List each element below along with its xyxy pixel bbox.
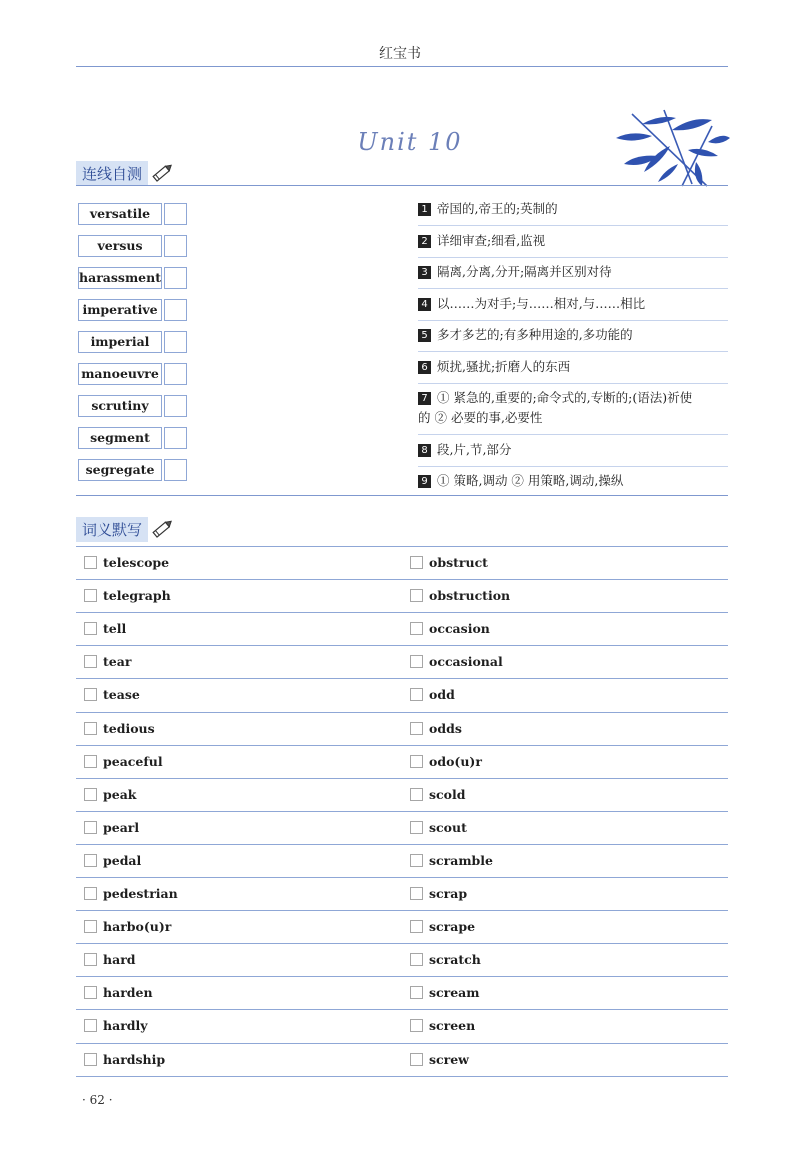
vocab-item — [84, 618, 126, 638]
definition-number: 3 — [418, 266, 431, 279]
definition-text: 帝国的,帝王的;英制的 — [437, 201, 558, 216]
vocab-word: screw — [429, 1051, 469, 1067]
definition-number: 5 — [418, 329, 431, 342]
definition-divider — [418, 320, 728, 321]
vocab-item — [410, 949, 481, 969]
definition-number: 4 — [418, 298, 431, 311]
section-divider — [76, 185, 728, 186]
definition-item — [418, 262, 728, 282]
checkbox[interactable] — [84, 688, 97, 701]
vocab-word: scout — [429, 819, 467, 835]
checkbox[interactable] — [84, 622, 97, 635]
vocab-item — [84, 552, 169, 572]
vocab-word: harden — [103, 984, 153, 1000]
vocab-item — [84, 751, 163, 771]
pencil-icon — [150, 518, 174, 540]
row-divider — [76, 1043, 728, 1044]
vocab-item — [410, 850, 493, 870]
definition-divider — [418, 351, 728, 352]
vocab-item — [410, 552, 488, 572]
answer-box[interactable] — [164, 331, 187, 353]
vocab-word: odo(u)r — [429, 753, 482, 769]
checkbox[interactable] — [84, 722, 97, 735]
row-divider — [76, 745, 728, 746]
vocab-word: scrap — [429, 885, 468, 901]
vocab-item — [84, 651, 131, 671]
section-label-matching — [76, 160, 174, 186]
row-divider — [76, 612, 728, 613]
vocab-word: occasional — [429, 653, 503, 669]
vocab-word: hard — [103, 951, 136, 967]
definition-number: 9 — [418, 475, 431, 488]
matching-word: imperative — [78, 299, 162, 321]
checkbox[interactable] — [410, 589, 423, 602]
definition-text: ① 紧急的,重要的;命令式的,专断的;(语法)祈使 — [437, 390, 693, 405]
definition-item — [418, 325, 728, 345]
checkbox[interactable] — [84, 589, 97, 602]
vocab-word: harbo(u)r — [103, 918, 172, 934]
answer-box[interactable] — [164, 299, 187, 321]
checkbox[interactable] — [84, 556, 97, 569]
checkbox[interactable] — [410, 755, 423, 768]
matching-word: imperial — [78, 331, 162, 353]
vocab-word: odd — [429, 686, 455, 702]
checkbox[interactable] — [84, 887, 97, 900]
definition-item — [418, 294, 728, 314]
checkbox[interactable] — [410, 854, 423, 867]
pencil-icon — [150, 162, 174, 184]
matching-word: segment — [78, 427, 162, 449]
checkbox[interactable] — [84, 920, 97, 933]
definition-item — [418, 388, 728, 428]
checkbox[interactable] — [410, 622, 423, 635]
definition-number: 1 — [418, 203, 431, 216]
bamboo-illustration — [612, 106, 732, 188]
vocab-word: pedal — [103, 852, 142, 868]
definition-divider — [418, 225, 728, 226]
vocab-item — [84, 718, 155, 738]
vocab-word: screen — [429, 1017, 476, 1033]
row-divider — [76, 678, 728, 679]
vocab-item — [84, 949, 136, 969]
answer-box[interactable] — [164, 267, 187, 289]
vocab-item — [410, 585, 510, 605]
answer-box[interactable] — [164, 459, 187, 481]
section-title: 连线自测 — [76, 161, 148, 186]
answer-box[interactable] — [164, 235, 187, 257]
row-divider — [76, 811, 728, 812]
definition-item — [418, 440, 728, 460]
vocab-item — [410, 883, 467, 903]
vocab-word: tedious — [103, 720, 155, 736]
vocab-item — [410, 751, 482, 771]
vocab-item — [84, 585, 171, 605]
definition-text: 隔离,分离,分开;隔离并区别对待 — [437, 264, 612, 279]
answer-box[interactable] — [164, 427, 187, 449]
vocab-word: telescope — [103, 554, 170, 570]
vocab-word: tear — [103, 653, 132, 669]
checkbox[interactable] — [410, 1019, 423, 1032]
matching-word: versatile — [78, 203, 162, 225]
definition-text: 多才多艺的;有多种用途的,多功能的 — [437, 327, 633, 342]
matching-word: harassment — [78, 267, 162, 289]
row-divider — [76, 712, 728, 713]
vocab-item — [410, 916, 475, 936]
vocab-item — [84, 850, 141, 870]
section-label-vocab — [76, 516, 174, 542]
matching-word: manoeuvre — [78, 363, 162, 385]
vocab-word: scrape — [429, 918, 476, 934]
row-divider — [76, 910, 728, 911]
row-divider — [76, 976, 728, 977]
definition-item — [418, 471, 728, 491]
vocab-item — [410, 982, 480, 1002]
vocab-item — [410, 1049, 469, 1069]
vocab-word: pedestrian — [103, 885, 178, 901]
vocab-item — [84, 1049, 165, 1069]
matching-word: scrutiny — [78, 395, 162, 417]
vocab-word: scream — [429, 984, 480, 1000]
answer-box[interactable] — [164, 203, 187, 225]
matching-word: segregate — [78, 459, 162, 481]
vocab-item — [84, 982, 153, 1002]
checkbox[interactable] — [84, 821, 97, 834]
vocab-word: obstruct — [429, 554, 488, 570]
vocab-item — [84, 817, 139, 837]
checkbox[interactable] — [410, 788, 423, 801]
definition-text: 详细审查;细看,监视 — [437, 233, 546, 248]
vocab-word: tease — [103, 686, 140, 702]
vocab-word: tell — [103, 620, 127, 636]
vocab-word: hardship — [103, 1051, 166, 1067]
vocab-word: scold — [429, 786, 466, 802]
vocab-item — [410, 1015, 475, 1035]
row-divider — [76, 645, 728, 646]
row-divider — [76, 844, 728, 845]
vocab-item — [410, 784, 465, 804]
vocab-word: peak — [103, 786, 137, 802]
vocab-item — [84, 1015, 148, 1035]
definition-divider — [418, 383, 728, 384]
section-title: 词义默写 — [76, 517, 148, 542]
vocab-word: scramble — [429, 852, 494, 868]
row-divider — [76, 943, 728, 944]
definition-number: 8 — [418, 444, 431, 457]
definition-divider — [418, 466, 728, 467]
checkbox[interactable] — [410, 821, 423, 834]
definition-text: ① 策略,调动 ② 用策略,调动,操纵 — [437, 473, 624, 488]
unit-title: Unit 10 — [357, 128, 463, 156]
vocab-word: scratch — [429, 951, 481, 967]
definition-text: 段,片,节,部分 — [437, 442, 512, 457]
definition-text-continued: 的 ② 必要的事,必要性 — [418, 410, 543, 425]
checkbox[interactable] — [410, 953, 423, 966]
definition-text: 烦扰,骚扰;折磨人的东西 — [437, 359, 571, 374]
matching-word: versus — [78, 235, 162, 257]
vocab-item — [410, 618, 490, 638]
vocab-word: pearl — [103, 819, 140, 835]
checkbox[interactable] — [410, 556, 423, 569]
row-divider — [76, 877, 728, 878]
definition-number: 7 — [418, 392, 431, 405]
vocab-item — [84, 883, 178, 903]
definition-item — [418, 199, 728, 219]
vocab-item — [84, 684, 140, 704]
row-divider — [76, 1076, 728, 1077]
checkbox[interactable] — [410, 655, 423, 668]
page-number: · 62 · — [82, 1093, 113, 1107]
definition-number: 2 — [418, 235, 431, 248]
checkbox[interactable] — [84, 986, 97, 999]
vocab-word: obstruction — [429, 587, 511, 603]
vocab-word: occasion — [429, 620, 490, 636]
checkbox[interactable] — [410, 986, 423, 999]
definition-divider — [418, 434, 728, 435]
vocab-item — [410, 684, 455, 704]
checkbox[interactable] — [84, 788, 97, 801]
checkbox[interactable] — [410, 887, 423, 900]
answer-box[interactable] — [164, 395, 187, 417]
vocab-item — [410, 718, 462, 738]
header-divider — [76, 66, 728, 67]
checkbox[interactable] — [84, 854, 97, 867]
vocab-item — [410, 651, 503, 671]
vocab-word: hardly — [103, 1017, 148, 1033]
running-header: 红宝书 — [379, 46, 421, 62]
definition-text: 以……为对手;与……相对,与……相比 — [437, 296, 646, 311]
row-divider — [76, 579, 728, 580]
answer-box[interactable] — [164, 363, 187, 385]
row-divider — [76, 1009, 728, 1010]
checkbox[interactable] — [410, 920, 423, 933]
definition-number: 6 — [418, 361, 431, 374]
checkbox[interactable] — [84, 755, 97, 768]
checkbox[interactable] — [84, 1053, 97, 1066]
row-divider — [76, 778, 728, 779]
vocab-word: odds — [429, 720, 462, 736]
checkbox[interactable] — [410, 722, 423, 735]
checkbox[interactable] — [410, 1053, 423, 1066]
definition-item — [418, 357, 728, 377]
definition-item — [418, 231, 728, 251]
vocab-item — [84, 916, 171, 936]
checkbox[interactable] — [84, 655, 97, 668]
vocab-word: peaceful — [103, 753, 163, 769]
vocab-item — [410, 817, 467, 837]
vocab-word: telegraph — [103, 587, 171, 603]
definition-divider — [418, 257, 728, 258]
checkbox[interactable] — [84, 953, 97, 966]
row-divider — [76, 546, 728, 547]
checkbox[interactable] — [84, 1019, 97, 1032]
checkbox[interactable] — [410, 688, 423, 701]
definition-divider — [418, 288, 728, 289]
vocab-item — [84, 784, 136, 804]
section-divider — [76, 495, 728, 496]
